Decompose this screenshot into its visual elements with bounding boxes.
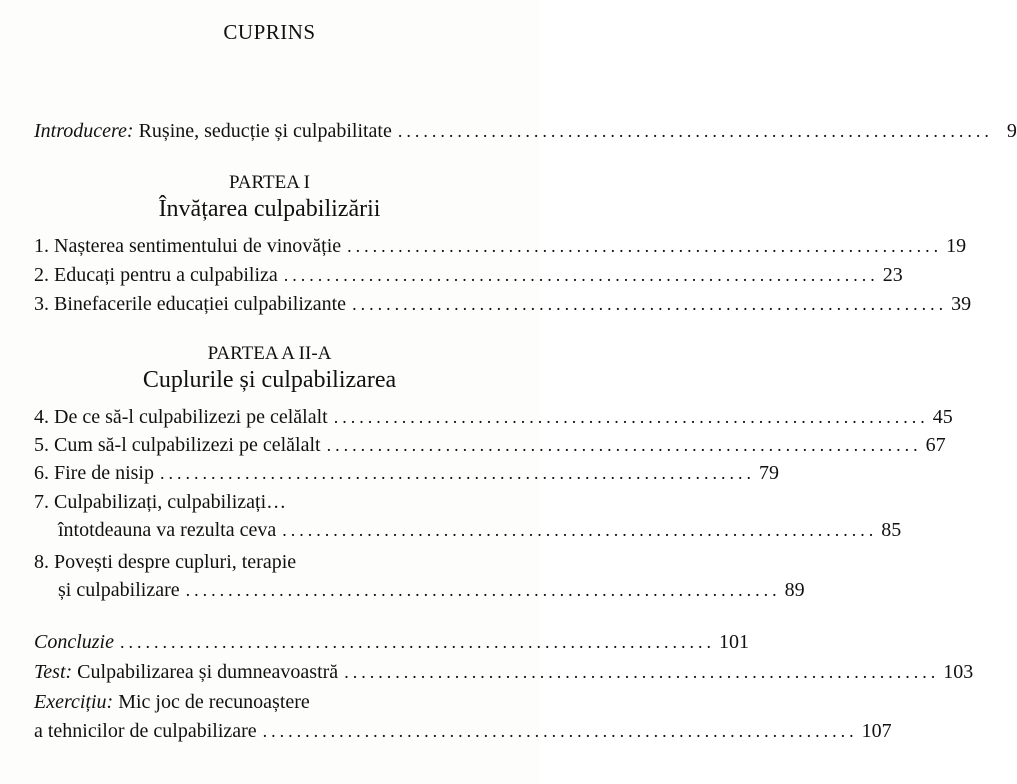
toc-entry-label: 6. Fire de nisip	[34, 462, 154, 484]
leader-dots: ......................................................................	[397, 121, 993, 141]
page-title: CUPRINS	[223, 20, 316, 44]
page-number: 9	[1006, 120, 1017, 142]
leader-dots: ......................................................................	[326, 435, 922, 455]
toc-entry-chapter-1	[34, 233, 967, 259]
leader-dots: ......................................................................	[262, 721, 858, 741]
page-number: 85	[881, 519, 902, 541]
toc-entry-label: 2. Educați pentru a culpabiliza	[34, 264, 278, 286]
toc-entry-label: 5. Cum să-l culpabilizezi pe celălalt	[34, 434, 321, 456]
page-number: 101	[719, 631, 749, 653]
leader-dots: ......................................................................	[344, 662, 940, 682]
part-label: PARTEA A II-A	[207, 343, 332, 364]
toc-entry-label-rest: Culpabilizarea și dumneavoastră	[72, 661, 339, 683]
toc-entry-label: a tehnicilor de culpabilizare	[34, 720, 257, 742]
toc-entry-label-italic: Test:	[34, 661, 73, 683]
toc-entry-label: 4. De ce să-l culpabilizezi pe celălalt	[34, 406, 328, 428]
page-number: 45	[932, 406, 953, 428]
toc-entry-label-rest: Mic joc de recunoaștere	[113, 691, 310, 713]
page-number: 89	[784, 579, 805, 601]
toc-entry-introduction	[34, 118, 1017, 144]
toc-entry-test	[34, 659, 974, 685]
toc-entry-label: și culpabilizare	[58, 579, 180, 601]
page-number: 79	[759, 462, 779, 484]
page-number: 19	[946, 235, 967, 257]
page-number: 23	[882, 264, 903, 286]
page-number: 103	[943, 661, 974, 683]
leader-dots: ......................................................................	[160, 463, 755, 483]
toc-entry-chapter-8-line-1: 8. Povești despre cupluri, terapie	[34, 551, 297, 573]
toc-entry-chapter-6	[34, 460, 779, 486]
leader-dots: ......................................................................	[185, 580, 781, 600]
toc-entry-label: 3. Binefacerile educației culpabilizante	[34, 293, 347, 315]
toc-entry-label-rest: Rușine, seducție și culpabilitate	[133, 120, 392, 142]
leader-dots: ......................................................................	[352, 294, 948, 314]
toc-entry-chapter-2	[34, 262, 903, 288]
toc-entry-label-italic: Introducere:	[34, 120, 134, 142]
part-title: Învățarea culpabilizării	[158, 196, 381, 222]
toc-entry-exercise	[34, 718, 892, 744]
leader-dots: ......................................................................	[120, 632, 715, 652]
toc-entry-conclusion	[34, 629, 749, 655]
toc-entry-chapter-3	[34, 291, 972, 317]
toc-entry-chapter-7	[58, 517, 902, 543]
leader-dots: ......................................................................	[282, 520, 878, 540]
toc-entry-chapter-7-line-1: 7. Culpabilizați, culpabilizați…	[34, 491, 287, 513]
toc-entry-chapter-5	[34, 432, 946, 458]
toc-entry-label	[34, 659, 338, 685]
toc-entry-chapter-8	[58, 577, 805, 603]
toc-entry-label: 1. Nașterea sentimentului de vinovăție	[34, 235, 342, 257]
toc-entry-exercise-line-1	[34, 689, 310, 715]
part-label: PARTEA I	[228, 172, 311, 193]
leader-dots: ......................................................................	[333, 407, 929, 427]
toc-entry-label: întotdeauna va rezulta ceva	[58, 519, 277, 541]
toc-entry-label-italic: Concluzie	[34, 631, 114, 653]
toc-entry-chapter-4	[34, 404, 953, 430]
toc-entry-label-italic: Exercițiu:	[34, 691, 114, 713]
page-number: 39	[951, 293, 972, 315]
toc-entry-label	[34, 629, 114, 655]
page-number: 67	[925, 434, 946, 456]
leader-dots: ......................................................................	[283, 265, 879, 285]
part-title: Cuplurile și culpabilizarea	[142, 367, 397, 393]
toc-entry-label	[34, 118, 392, 144]
page-number: 107	[861, 720, 892, 742]
leader-dots: ......................................................................	[347, 236, 943, 256]
